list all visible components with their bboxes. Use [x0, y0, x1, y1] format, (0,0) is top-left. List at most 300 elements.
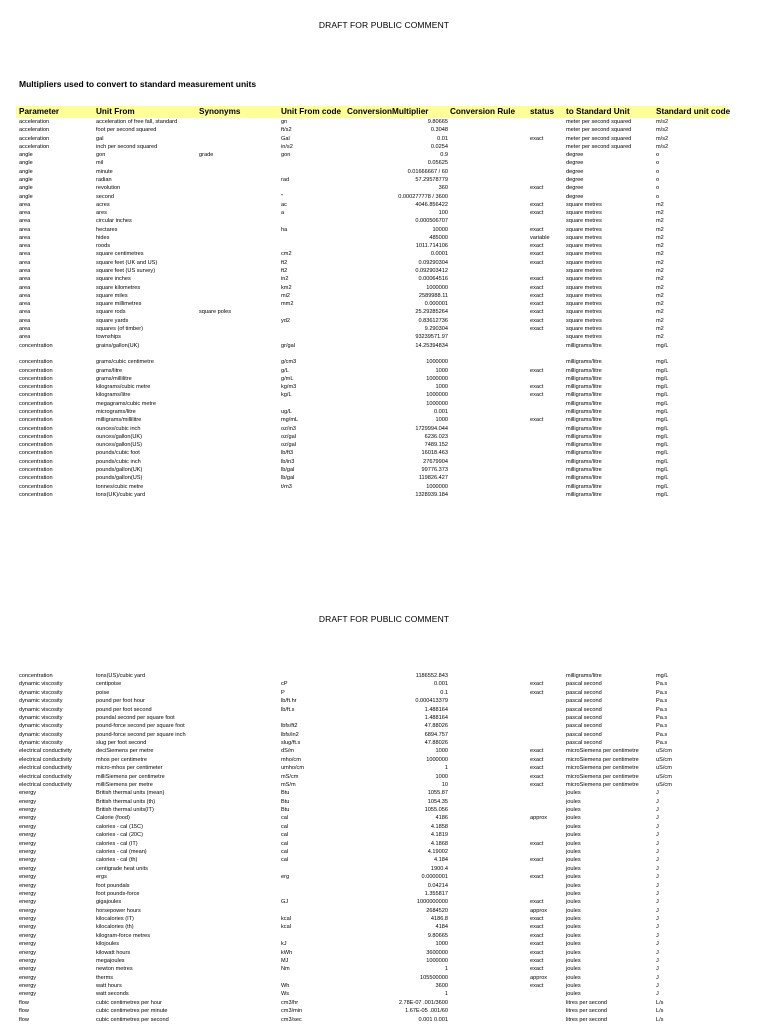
cell-unit-from: poundal second per square foot	[96, 714, 175, 721]
cell-standard-code: J	[656, 832, 659, 839]
cell-unit-from: pound per foot second	[96, 706, 152, 713]
cell-standard-unit: pascal second	[566, 731, 602, 738]
cell-unit-from: acres	[96, 201, 110, 208]
cell-parameter: energy	[19, 790, 37, 797]
cell-parameter: area	[19, 284, 31, 291]
table-row	[0, 441, 768, 449]
cell-unit-from: radian	[96, 176, 112, 183]
cell-parameter: energy	[19, 840, 37, 847]
cell-parameter: energy	[19, 983, 37, 990]
cell-standard-unit: joules	[566, 832, 581, 839]
table-header	[16, 106, 731, 118]
cell-standard-code: uS/cm	[656, 748, 672, 755]
cell-standard-unit: joules	[566, 840, 581, 847]
cell-multiplier: 0.09290304	[418, 259, 448, 266]
cell-parameter: energy	[19, 949, 37, 956]
cell-standard-code: m2	[656, 226, 664, 233]
cell-standard-unit: litres per second	[566, 1008, 608, 1015]
cell-standard-code: mg/L	[656, 384, 669, 391]
cell-standard-unit: milligrams/litre	[566, 673, 602, 679]
table-row	[0, 982, 768, 990]
header-unit-from-code: Unit From code	[281, 107, 342, 116]
cell-parameter: area	[19, 201, 31, 208]
cell-parameter: concentration	[19, 491, 53, 498]
cell-parameter: dynamic viscosity	[19, 740, 63, 747]
cell-unit-code: cal	[281, 815, 289, 822]
cell-unit-from: British thermal units (mean)	[96, 790, 165, 797]
header-standard-unit-code: Standard unit code	[656, 107, 731, 116]
cell-unit-from: Calorie (food)	[96, 815, 130, 822]
cell-standard-code: m2	[656, 251, 664, 258]
cell-standard-code: m2	[656, 210, 664, 217]
table-row	[0, 907, 768, 915]
cell-multiplier: 4186	[435, 815, 448, 822]
table-row	[0, 491, 768, 499]
cell-standard-unit: joules	[566, 848, 581, 855]
cell-parameter: dynamic viscosity	[19, 698, 63, 705]
cell-standard-code: mg/L	[656, 392, 669, 399]
cell-standard-unit: square metres	[566, 334, 602, 341]
cell-parameter: angle	[19, 193, 33, 200]
cell-status: exact	[530, 309, 544, 316]
cell-unit-code: kg/L	[281, 392, 292, 399]
cell-unit-code: cal	[281, 840, 289, 847]
cell-unit-from: micro-mhos per centimeter	[96, 765, 163, 772]
cell-parameter: concentration	[19, 442, 53, 449]
cell-multiplier: 4046.856422	[415, 201, 448, 208]
table-row	[0, 242, 768, 250]
table-row	[0, 483, 768, 491]
cell-standard-unit: joules	[566, 907, 581, 914]
header-synonyms: Synonyms	[199, 107, 241, 116]
cell-standard-unit: square metres	[566, 210, 602, 217]
table-row	[0, 831, 768, 839]
cell-parameter: energy	[19, 924, 37, 931]
cell-standard-code: J	[656, 882, 659, 889]
table-row	[0, 1007, 768, 1015]
cell-unit-code: Btu	[281, 790, 290, 797]
cell-standard-code: m2	[656, 201, 664, 208]
cell-multiplier: 6236.023	[424, 433, 448, 440]
cell-unit-code: lbfs/ft2	[281, 723, 298, 730]
cell-standard-unit: milligrams/litre	[566, 417, 602, 424]
cell-standard-unit: degree	[566, 152, 584, 159]
cell-unit-from: cubic centimetres per hour	[96, 999, 162, 1006]
cell-parameter: dynamic viscosity	[19, 706, 63, 713]
cell-standard-unit: square metres	[566, 292, 602, 299]
table-row	[0, 764, 768, 772]
cell-status: exact	[530, 916, 544, 923]
cell-multiplier: 1011.714106	[415, 243, 448, 250]
cell-unit-from: calories - cal (th)	[96, 857, 138, 864]
cell-unit-from: grams/millilitre	[96, 375, 132, 382]
table-row	[0, 292, 768, 300]
cell-status: exact	[530, 941, 544, 948]
cell-standard-code: mg/L	[656, 375, 669, 382]
cell-standard-unit: milligrams/litre	[566, 483, 602, 490]
cell-unit-code: g/mL	[281, 375, 294, 382]
cell-unit-code: Btu	[281, 807, 290, 814]
cell-standard-unit: square metres	[566, 268, 602, 275]
header-parameter: Parameter	[19, 107, 60, 116]
cell-synonym: grade	[199, 152, 214, 159]
cell-standard-unit: degree	[566, 160, 584, 167]
cell-multiplier: 1.355817	[424, 890, 448, 897]
cell-status: exact	[530, 966, 544, 973]
cell-unit-code: ha	[281, 226, 288, 233]
cell-standard-code: uS/cm	[656, 765, 672, 772]
cell-unit-from: ounces/gallon(US)	[96, 442, 143, 449]
cell-unit-from: megagrams/cubic metre	[96, 400, 156, 407]
cell-unit-code: cm3/min	[281, 1008, 303, 1015]
cell-parameter: electrical conductivity	[19, 781, 72, 788]
cell-standard-code: J	[656, 932, 659, 939]
cell-parameter: area	[19, 259, 31, 266]
cell-standard-unit: joules	[566, 966, 581, 973]
cell-parameter: area	[19, 317, 31, 324]
cell-status: exact	[530, 932, 544, 939]
cell-unit-from: square inches	[96, 276, 131, 283]
cell-multiplier: 1000000	[426, 359, 448, 366]
table-row	[0, 731, 768, 739]
cell-unit-from: tons(US)/cubic yard	[96, 673, 146, 679]
cell-standard-code: o	[656, 168, 660, 175]
table-row	[0, 408, 768, 416]
cell-multiplier: 1186552.843	[415, 673, 448, 679]
cell-multiplier: 25.29285264	[415, 309, 448, 316]
cell-standard-unit: milligrams/litre	[566, 359, 602, 366]
cell-standard-code: m/s2	[656, 127, 669, 134]
cell-standard-unit: joules	[566, 899, 581, 906]
cell-parameter: dynamic viscosity	[19, 689, 63, 696]
cell-parameter: area	[19, 234, 31, 241]
cell-multiplier: 4.1868	[430, 840, 448, 847]
cell-standard-code: mg/L	[656, 425, 669, 432]
cell-standard-code: J	[656, 983, 659, 990]
cell-unit-from: pounds/gallon(UK)	[96, 466, 143, 473]
cell-multiplier: 10000	[432, 226, 448, 233]
cell-unit-from: British thermal units (th)	[96, 798, 156, 805]
cell-multiplier: 4.1819	[430, 832, 448, 839]
cell-standard-code: J	[656, 848, 659, 855]
table-row	[0, 823, 768, 831]
cell-standard-code: m2	[656, 309, 664, 316]
cell-standard-unit: joules	[566, 991, 581, 998]
cell-unit-code: ft/s2	[281, 127, 292, 134]
cell-multiplier: 0.0254	[430, 143, 448, 150]
cell-unit-code: lb/gal	[281, 475, 295, 482]
cell-standard-unit: pascal second	[566, 698, 602, 705]
cell-parameter: angle	[19, 176, 33, 183]
table-row	[0, 143, 768, 151]
cell-standard-unit: square metres	[566, 218, 602, 225]
cell-standard-unit: joules	[566, 790, 581, 797]
table-row	[0, 209, 768, 217]
cell-unit-from: square rods	[96, 309, 126, 316]
cell-standard-unit: pascal second	[566, 689, 602, 696]
cell-standard-code: J	[656, 823, 659, 830]
cell-standard-code: mg/L	[656, 417, 669, 424]
cell-multiplier: 1000000	[426, 392, 448, 399]
cell-standard-code: Pa.s	[656, 723, 668, 730]
cell-parameter: angle	[19, 160, 33, 167]
cell-unit-code: ft2	[281, 259, 288, 266]
cell-standard-code: Pa.s	[656, 714, 668, 721]
cell-multiplier: 1000000	[426, 400, 448, 407]
table-row	[0, 940, 768, 948]
cell-standard-unit: pascal second	[566, 714, 602, 721]
cell-unit-code: a	[281, 210, 285, 217]
cell-standard-unit: joules	[566, 857, 581, 864]
table-row	[0, 234, 768, 242]
table-row	[0, 689, 768, 697]
cell-standard-unit: degree	[566, 193, 584, 200]
cell-multiplier: 0.00064516	[418, 276, 448, 283]
cell-unit-code: ft2	[281, 268, 288, 275]
cell-unit-from: mhos per centimetre	[96, 756, 147, 763]
header-conversion-rule: Conversion Rule	[450, 107, 516, 116]
cell-standard-unit: joules	[566, 924, 581, 931]
cell-unit-from: horsepower hours	[96, 907, 141, 914]
cell-multiplier: 1000000000	[416, 899, 448, 906]
cell-synonym: square poles	[199, 309, 232, 316]
cell-status: approx	[530, 974, 548, 981]
cell-unit-from: pound-force second per square foot	[96, 723, 185, 730]
cell-multiplier: 9.290304	[424, 326, 448, 332]
cell-parameter: energy	[19, 916, 37, 923]
cell-unit-code: Ws	[281, 991, 290, 998]
cell-standard-code: J	[656, 966, 659, 973]
cell-standard-unit: square metres	[566, 251, 602, 258]
table-row	[0, 342, 768, 350]
cell-standard-code: mg/L	[656, 342, 669, 349]
cell-standard-unit: milligrams/litre	[566, 491, 602, 498]
cell-parameter: electrical conductivity	[19, 756, 72, 763]
cell-unit-from: milligrams/millilitre	[96, 417, 142, 424]
cell-multiplier: 2.78E-07 .001/3600	[398, 999, 448, 1006]
cell-standard-unit: joules	[566, 807, 581, 814]
cell-standard-unit: microSiemens per centimetre	[566, 748, 639, 755]
cell-status: exact	[530, 417, 544, 424]
cell-multiplier: 6894.757	[424, 731, 448, 738]
cell-parameter: area	[19, 309, 31, 316]
cell-parameter: concentration	[19, 359, 53, 366]
cell-multiplier: 4.19002	[427, 848, 448, 855]
cell-unit-code: cal	[281, 857, 289, 864]
cell-unit-from: therms	[96, 974, 114, 981]
cell-status: exact	[530, 326, 544, 332]
cell-status: exact	[530, 210, 544, 217]
cell-unit-from: megajoules	[96, 957, 125, 964]
cell-standard-unit: milligrams/litre	[566, 458, 602, 465]
cell-multiplier: 1000	[435, 384, 448, 391]
cell-unit-from: revolution	[96, 185, 121, 192]
cell-unit-from: ounces/cubic inch	[96, 425, 141, 432]
cell-parameter: concentration	[19, 392, 53, 399]
cell-unit-code: cm3/sec	[281, 1016, 302, 1023]
cell-standard-code: mg/L	[656, 458, 669, 465]
table-row	[0, 383, 768, 391]
table-row	[0, 781, 768, 789]
cell-multiplier: 0.9	[440, 152, 448, 159]
cell-standard-unit: joules	[566, 865, 581, 872]
cell-unit-from: square miles	[96, 292, 128, 299]
cell-standard-unit: litres per second	[566, 1016, 608, 1023]
cell-unit-from: acceleration of free fall, standard	[96, 119, 178, 125]
cell-status: exact	[530, 924, 544, 931]
cell-multiplier: 0.01	[437, 135, 448, 142]
cell-parameter: acceleration	[19, 119, 50, 125]
cell-parameter: energy	[19, 857, 37, 864]
cell-parameter: area	[19, 292, 31, 299]
cell-multiplier: 3600	[435, 983, 448, 990]
cell-unit-code: cal	[281, 832, 289, 839]
cell-standard-code: m2	[656, 326, 664, 332]
cell-parameter: dynamic viscosity	[19, 714, 63, 721]
cell-standard-unit: microSiemens per centimetre	[566, 756, 639, 763]
cell-unit-from: gigajoules	[96, 899, 122, 906]
draft-label-page-2: DRAFT FOR PUBLIC COMMENT	[318, 614, 450, 624]
cell-unit-code: MJ	[281, 957, 289, 964]
cell-unit-from: milliSiemens per centimetre	[96, 773, 165, 780]
cell-standard-unit: square metres	[566, 284, 602, 291]
table-row	[0, 697, 768, 705]
cell-unit-from: square feet (UK and US)	[96, 259, 158, 266]
cell-parameter: dynamic viscosity	[19, 681, 63, 688]
cell-unit-code: slug/ft.s	[281, 740, 301, 747]
cell-unit-code: mi2	[281, 292, 291, 299]
cell-unit-code: cal	[281, 823, 289, 830]
cell-parameter: angle	[19, 152, 33, 159]
cell-standard-code: J	[656, 807, 659, 814]
cell-unit-from: poise	[96, 689, 110, 696]
cell-standard-code: uS/cm	[656, 781, 672, 788]
cell-unit-code: gn	[281, 119, 288, 125]
table-row	[0, 300, 768, 308]
cell-multiplier: 47.88026	[424, 740, 448, 747]
table-row	[0, 375, 768, 383]
cell-standard-unit: square metres	[566, 243, 602, 250]
cell-unit-from: grains/gallon(UK)	[96, 342, 140, 349]
cell-standard-unit: joules	[566, 974, 581, 981]
cell-multiplier: 1000000	[426, 756, 448, 763]
table-row	[0, 882, 768, 890]
cell-standard-unit: milligrams/litre	[566, 375, 602, 382]
cell-multiplier: 57.29578779	[415, 176, 448, 183]
cell-unit-from: circular inches	[96, 218, 132, 225]
cell-standard-unit: milligrams/litre	[566, 433, 602, 440]
table-row	[0, 226, 768, 234]
cell-standard-unit: milligrams/litre	[566, 425, 602, 432]
cell-multiplier: 1000000	[426, 957, 448, 964]
table-row	[0, 798, 768, 806]
table-row	[0, 284, 768, 292]
cell-standard-code: m2	[656, 284, 664, 291]
cell-standard-unit: milligrams/litre	[566, 442, 602, 449]
table-row	[0, 433, 768, 441]
cell-standard-code: o	[656, 160, 660, 167]
cell-standard-unit: degree	[566, 185, 584, 192]
cell-parameter: energy	[19, 882, 37, 889]
cell-standard-unit: milligrams/litre	[566, 450, 602, 457]
cell-unit-from: calories - cal (20C)	[96, 832, 143, 839]
cell-standard-code: mg/L	[656, 450, 669, 457]
cell-multiplier: 1000	[435, 773, 448, 780]
cell-parameter: energy	[19, 890, 37, 897]
table-row	[0, 680, 768, 688]
cell-unit-from: cubic centimetres per minute	[96, 1008, 168, 1015]
cell-unit-from: foot poundals	[96, 882, 130, 889]
cell-parameter: flow	[19, 999, 29, 1006]
cell-unit-code: kg/m3	[281, 384, 297, 391]
cell-unit-code: mS/cm	[281, 773, 299, 780]
cell-parameter: concentration	[19, 450, 53, 457]
cell-multiplier: 100	[438, 210, 448, 217]
cell-multiplier: 105500000	[420, 974, 448, 981]
cell-multiplier: 1900.4	[430, 865, 448, 872]
cell-status: exact	[530, 243, 544, 250]
cell-unit-from: grams/litre	[96, 367, 123, 374]
cell-standard-unit: meter per second squared	[566, 127, 632, 134]
cell-standard-unit: pascal second	[566, 681, 602, 688]
cell-unit-from: townships	[96, 334, 121, 341]
table-row	[0, 333, 768, 341]
cell-unit-from: square feet (US survey)	[96, 268, 156, 275]
cell-parameter: acceleration	[19, 135, 50, 142]
cell-standard-code: J	[656, 974, 659, 981]
cell-parameter: energy	[19, 907, 37, 914]
table-row	[0, 159, 768, 167]
table-row	[0, 722, 768, 730]
cell-standard-unit: square metres	[566, 201, 602, 208]
cell-parameter: energy	[19, 848, 37, 855]
cell-standard-code: J	[656, 790, 659, 797]
cell-parameter: area	[19, 251, 31, 258]
cell-standard-unit: pascal second	[566, 723, 602, 730]
cell-unit-from: kilocalories (th)	[96, 924, 134, 931]
cell-unit-from: watt seconds	[96, 991, 129, 998]
cell-multiplier: 27679904	[423, 458, 448, 465]
cell-unit-code: kJ	[281, 941, 287, 948]
cell-multiplier: 0.001 0.001	[418, 1016, 448, 1023]
header-unit-from: Unit From	[96, 107, 135, 116]
cell-unit-code: lb/ft3	[281, 450, 294, 457]
table-row	[0, 267, 768, 275]
cell-status: exact	[530, 983, 544, 990]
cell-status: variable	[530, 234, 550, 241]
cell-parameter: energy	[19, 974, 37, 981]
cell-multiplier: 93239571.97	[415, 334, 448, 341]
cell-status: exact	[530, 689, 544, 696]
cell-standard-code: J	[656, 865, 659, 872]
cell-standard-code: J	[656, 907, 659, 914]
table-row	[0, 391, 768, 399]
cell-parameter: energy	[19, 865, 37, 872]
cell-standard-unit: pascal second	[566, 706, 602, 713]
cell-unit-code: kcal	[281, 916, 291, 923]
cell-status: exact	[530, 185, 544, 192]
cell-multiplier: 1055.87	[427, 790, 448, 797]
table-row	[0, 425, 768, 433]
cell-parameter: concentration	[19, 483, 53, 490]
cell-standard-unit: square metres	[566, 276, 602, 283]
cell-multiplier: 0.05625	[427, 160, 448, 167]
cell-unit-code: Btu	[281, 798, 290, 805]
cell-multiplier: 119826.427	[418, 475, 448, 482]
table-row	[0, 706, 768, 714]
cell-parameter: area	[19, 218, 31, 225]
table-row	[0, 367, 768, 375]
